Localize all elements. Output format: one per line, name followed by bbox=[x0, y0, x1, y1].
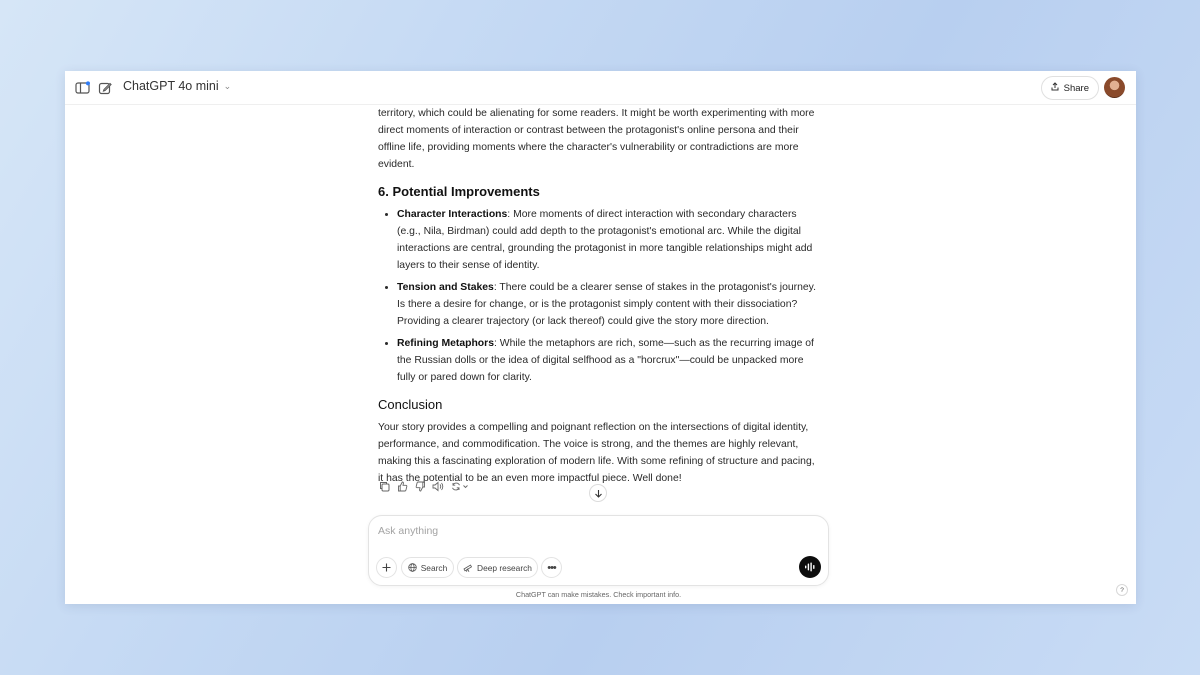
assistant-message bbox=[378, 105, 818, 487]
top-bar bbox=[65, 71, 1136, 105]
read-aloud-icon[interactable] bbox=[432, 480, 444, 492]
search-button[interactable] bbox=[401, 557, 454, 578]
composer bbox=[368, 515, 829, 586]
add-attachment-button[interactable] bbox=[376, 557, 397, 578]
voice-mode-icon bbox=[804, 562, 816, 572]
more-tools-button[interactable] bbox=[541, 557, 562, 578]
globe-icon bbox=[408, 563, 417, 572]
thumbs-down-icon[interactable] bbox=[414, 480, 426, 492]
chevron-down-icon: ⌄ bbox=[223, 80, 232, 91]
model-name: ChatGPT 4o mini bbox=[123, 79, 219, 93]
more-icon: ••• bbox=[547, 561, 556, 574]
message-paragraph: territory, which could be alienating for some readers. It might be worth experimenting with more direct moments of interaction or contrast between the protagonist's online persona and their offline life, providing moments where the character's vulnerability or contradictions are more evident. bbox=[378, 108, 815, 170]
search-label: Search bbox=[420, 562, 448, 573]
new-chat-icon[interactable] bbox=[96, 79, 114, 97]
telescope-icon bbox=[463, 563, 473, 572]
list-item-title: Tension and Stakes bbox=[397, 282, 494, 293]
list-item-text: : There could be a clearer sense of stakes in the protagonist's journey. Is there a desire for change, or is the protagonist simply content with their dissociation? Providing a clearer trajectory (or lack thereof) could give the story more direction. bbox=[397, 282, 816, 327]
plus-icon bbox=[382, 563, 391, 572]
conclusion-heading: Conclusion bbox=[378, 397, 443, 412]
arrow-down-icon bbox=[594, 489, 603, 498]
scroll-to-bottom-button[interactable] bbox=[589, 484, 607, 502]
thumbs-up-icon[interactable] bbox=[396, 480, 408, 492]
list-item-title: Character Interactions bbox=[397, 209, 508, 220]
sidebar-toggle-icon[interactable] bbox=[73, 79, 91, 97]
avatar[interactable] bbox=[1104, 77, 1125, 98]
share-icon bbox=[1051, 82, 1059, 94]
deep-research-button[interactable] bbox=[457, 557, 538, 578]
improvements-list bbox=[397, 206, 818, 386]
conclusion-paragraph: Your story provides a compelling and poignant reflection on the intersections of digital identity, performance, and commodification. The voice is strong, and the themes are highly relevant, making this a fascinating exploration of modern life. With some refining of structure and pacing, it has the potential to be an even more impactful piece. Well done! bbox=[378, 422, 815, 484]
section-heading: 6. Potential Improvements bbox=[378, 184, 540, 199]
prompt-input[interactable] bbox=[378, 523, 778, 539]
deep-research-label: Deep research bbox=[477, 562, 532, 573]
list-item bbox=[397, 206, 818, 274]
voice-mode-button[interactable] bbox=[799, 556, 821, 578]
list-item-text: : More moments of direct interaction with secondary characters (e.g., Nila, Birdman) could add depth to the protagonist's emotional arc. While the digital interactions are central, grounding the protagonist in more tangible relationships might add layers to their sense of identity. bbox=[397, 209, 813, 271]
share-label: Share bbox=[1063, 82, 1089, 94]
model-selector[interactable] bbox=[123, 79, 231, 93]
disclaimer-text: ChatGPT can make mistakes. Check important info. bbox=[515, 590, 682, 599]
share-button[interactable] bbox=[1041, 76, 1099, 100]
list-item bbox=[397, 335, 818, 386]
help-button[interactable]: ? bbox=[1116, 584, 1128, 596]
list-item-text: : While the metaphors are rich, some—such as the recurring image of the Russian dolls or the idea of digital selfhood as a "horcrux"—could be unpacked more fully or pared down for clarity. bbox=[397, 338, 814, 383]
regenerate-icon[interactable] bbox=[450, 480, 470, 492]
copy-icon[interactable] bbox=[378, 480, 390, 492]
list-item bbox=[397, 279, 818, 330]
list-item-title: Refining Metaphors bbox=[397, 338, 494, 349]
chat-window bbox=[65, 71, 1136, 604]
message-actions bbox=[378, 480, 470, 492]
